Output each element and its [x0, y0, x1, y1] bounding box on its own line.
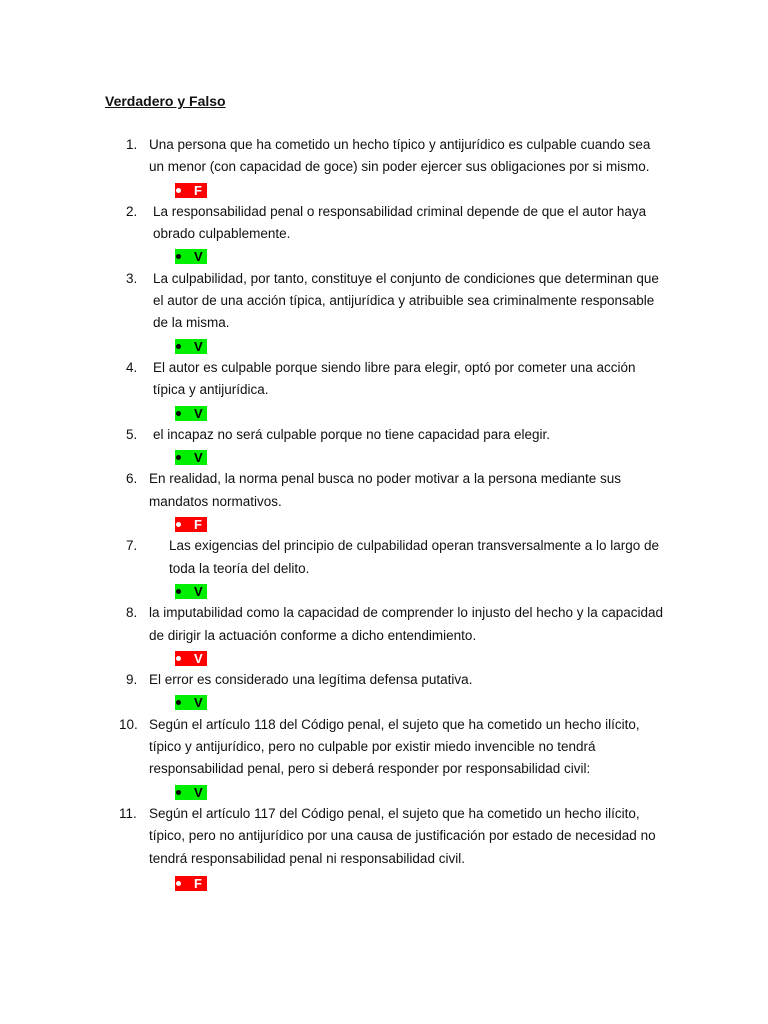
bullet-icon [176, 411, 181, 416]
answer-label: F [194, 517, 202, 533]
question-text: La responsabilidad penal o responsabilidad criminal depende de que el autor haya obrado culpablemente. [153, 203, 647, 242]
question-text: el incapaz no será culpable porque no tiene capacidad para elegir. [153, 426, 551, 442]
answer-label: F [194, 182, 202, 198]
question-number: 3. [126, 270, 138, 286]
answer-badge [175, 249, 207, 264]
question-item-4 [0, 357, 768, 424]
question-number: 11. [119, 805, 137, 821]
answer-label: V [194, 583, 203, 599]
question-text: En realidad, la norma penal busca no poder motivar a la persona mediante sus mandatos normativos. [149, 471, 622, 509]
answer-badge [175, 450, 207, 465]
document-title: Verdadero y Falso [105, 93, 226, 109]
answer-label: V [194, 784, 203, 800]
question-text: Según el artículo 117 del Código penal, el sujeto que ha cometido un hecho ilícito, típico, pero no antijurídico por una causa de justificación por estado de necesidad no tendrá responsabilidad penal ni responsabilidad civil. [149, 805, 656, 866]
bullet-icon [176, 522, 181, 527]
question-item-5 [0, 424, 768, 469]
bullet-icon [176, 455, 181, 460]
question-text: Según el artículo 118 del Código penal, el sujeto que ha cometido un hecho ilícito, típico y antijurídico, pero no culpable por existir miedo invencible no tendrá responsabilidad penal, pero si deberá responder por responsabilidad civil: [149, 716, 640, 777]
question-number: 4. [126, 359, 138, 375]
question-item-2 [0, 201, 768, 268]
question-item-7 [0, 535, 768, 602]
question-number: 9. [126, 672, 138, 688]
question-item-10 [0, 714, 768, 803]
answer-badge [175, 183, 207, 198]
bullet-icon [176, 881, 181, 886]
question-item-3 [0, 268, 768, 357]
answer-label: V [194, 450, 203, 466]
question-number: 6. [126, 471, 138, 487]
answer-label: V [194, 650, 203, 666]
question-number: 5. [126, 426, 138, 442]
answer-label: F [194, 875, 202, 891]
answer-label: V [194, 405, 203, 421]
answer-badge [175, 651, 207, 666]
answer-label: V [194, 249, 203, 265]
bullet-icon [176, 344, 181, 349]
question-text: la imputabilidad como la capacidad de comprender lo injusto del hecho y la capacidad de dirigir la actuación conforme a dicho entendimiento. [149, 605, 664, 643]
answer-badge [175, 785, 207, 800]
answer-badge [175, 517, 207, 532]
question-item-9 [0, 669, 768, 714]
question-text: El error es considerado una legítima defensa putativa. [149, 672, 473, 688]
question-item-1 [0, 134, 768, 201]
question-text: El autor es culpable porque siendo libre para elegir, optó por cometer una acción típica y antijurídica. [153, 359, 636, 398]
bullet-icon [176, 589, 181, 594]
bullet-icon [176, 656, 181, 661]
question-number: 10. [119, 716, 138, 732]
question-text: Las exigencias del principio de culpabilidad operan transversalmente a lo largo de toda la teoría del delito. [169, 538, 660, 576]
bullet-icon [176, 790, 181, 795]
answer-badge [175, 406, 207, 421]
bullet-icon [176, 700, 181, 705]
question-item-8 [0, 602, 768, 669]
answer-badge [175, 339, 207, 354]
answer-label: V [194, 695, 203, 711]
answer-label: V [194, 338, 203, 354]
question-list [0, 134, 768, 894]
question-item-11 [0, 803, 768, 894]
answer-badge [175, 584, 207, 599]
question-number: 2. [126, 203, 138, 219]
question-number: 1. [126, 137, 138, 152]
answer-badge [175, 876, 207, 891]
question-item-6 [0, 468, 768, 535]
question-text: La culpabilidad, por tanto, constituye el conjunto de condiciones que determinan que el autor de una acción típica, antijurídica y atribuible sea criminalmente responsable de la misma. [153, 270, 659, 331]
question-number: 7. [126, 538, 138, 554]
answer-badge [175, 695, 207, 710]
bullet-icon [176, 254, 181, 259]
bullet-icon [176, 188, 181, 193]
question-text: Una persona que ha cometido un hecho típico y antijurídico es culpable cuando sea un menor (con capacidad de goce) sin poder ejercer sus obligaciones por si mismo. [149, 137, 651, 175]
question-number: 8. [126, 605, 138, 621]
